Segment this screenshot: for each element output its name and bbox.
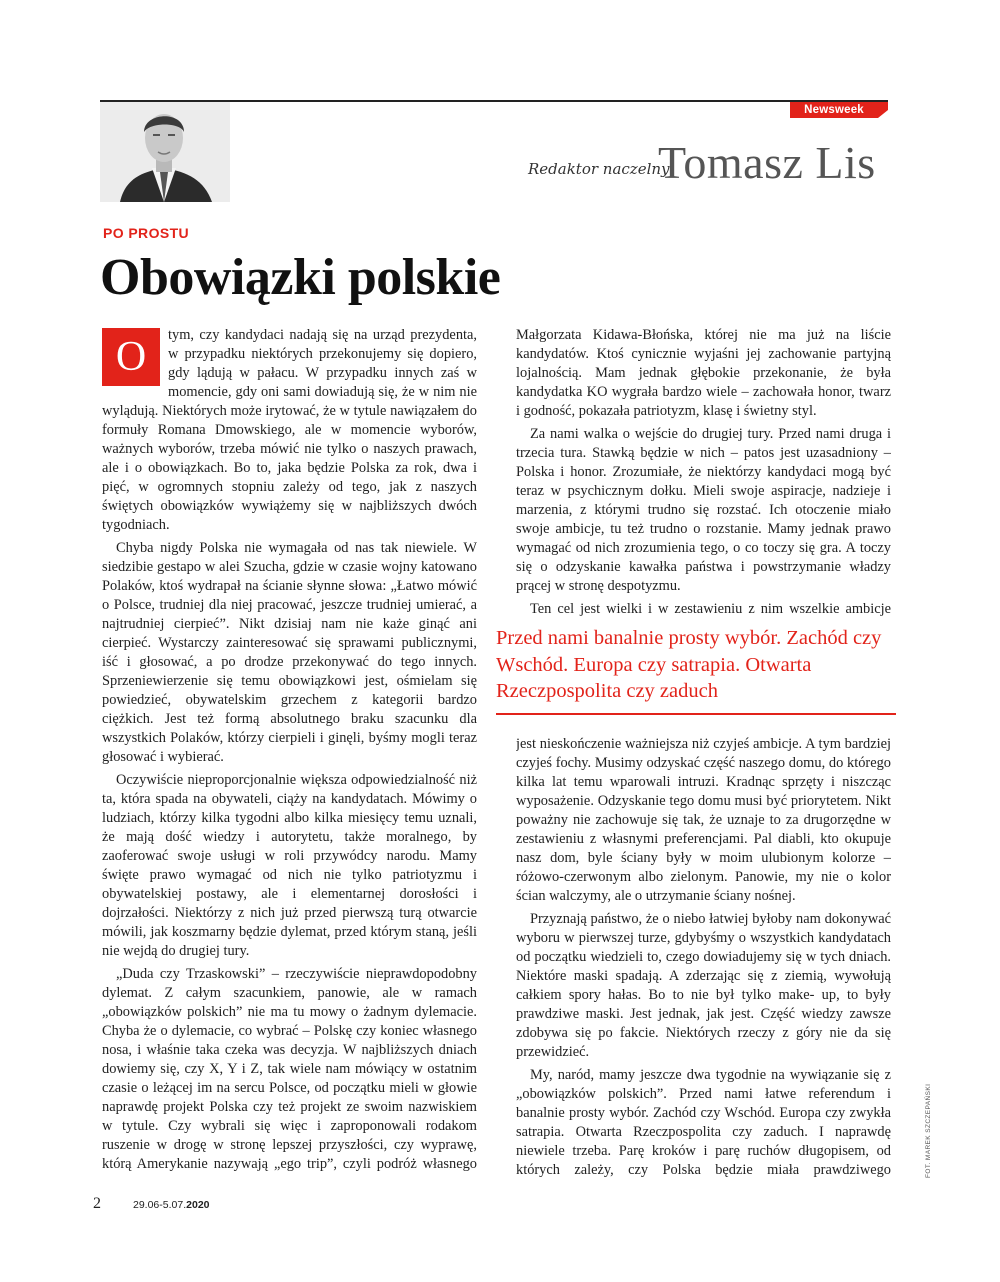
article-title: Obowiązki polskie	[100, 249, 501, 306]
drop-cap: O	[102, 328, 160, 386]
editor-portrait	[100, 102, 230, 202]
paragraph: Chyba nigdy Polska nie wymagała od nas tak niewiele. W siedzibie gestapo w alei Szucha, gdzie w czasie wojny katowano Polaków, ktoś wydrapał na ścianie słynne słowa: „Łatwo mówić o Polsce, trudniej dla niej pracować, jeszcze trudniej umierać, a najtrudniej cierpieć”. Nikt dzisiaj nam nie każe ginąć ani cierpieć. Wystarczy zainteresować się sprawami publicznymi, iść i głosować, a po drodze przekonywać do tego innych. Sprzeniewierzenie się temu obowiązkowi jest, ośmielam się powiedzieć, obywatelskim grzechem z kategorii bardzo ciężkich. Jest też formą absolutnego braku szacunku dla wszystkich Polaków, którzy cierpieli i ginęli, byśmy mogli teraz głosować i wybierać.	[102, 540, 477, 765]
paragraph	[516, 1066, 891, 1180]
issue-dates: 29.06-5.07.	[133, 1199, 187, 1211]
article-column-right-bottom	[516, 735, 891, 1180]
editor-role: Redaktor naczelny	[528, 160, 670, 178]
photo-credit: FOT. MAREK SZCZEPAŃSKI	[925, 1083, 932, 1178]
paragraph: jest nieskończenie ważniejsza niż czyjeś ambicje. A tym bardziej czyjeś fochy. Musimy odzyskać część naszego domu, do którego kilka lat temu wparowali intruzi. Kradnąc sprzęty i niszcząc wyposażenie. Odzyskanie tego domu musi być priorytetem. Nikt poważny nie zachowuje się tak, że uznaje to za drugorzędne w zestawieniu z własnymi preferencjami. Pal diabli, kto okupuje nasz dom, byle ściany były w moim ulubionym kolorze – różowo-czerwonym albo zielonym. Panowie, my nie o kolor ścian walczymy, ale o utrzymanie ściany nośnej.	[516, 736, 891, 904]
editor-portrait-drawing	[100, 102, 230, 202]
editor-name: Tomasz Lis	[658, 137, 876, 188]
paragraph: „Duda czy Trzaskowski” – rzeczywiście nieprawdopodobny dylemat. Z całym szacunkiem, panowie, ale w ramach „obowiązków polskich” nie ma tu mowy o żadnym dylemacie. Chyba że o dylemacie, co wybrać – Polskę czy koniec własnego nosa, i właśnie taka czeka was decyzja. W najbliższych dniach dowiemy się, czy X, Y i Z, tak wiele nam mówiący w ostatnim czasie o leżącej im na sercu Polsce, od początku mieli w głowie naprawdę projekt Polska czy też projekt ze swoim nazwiskiem w tytule. Czy wybrali się więc i zaproponowali rodakom ruszenie w drogę w stronę lepszej przyszłości, czy wyprawę, którą Amerykanie nazywają „ego trip”, czyli podróż własnego	[102, 966, 477, 1172]
paragraph-text: My, naród, mamy jeszcze dwa tygodnie na wywiązanie się z „obowiązków polskich”. Przed nami łatwe referendum i banalnie prosty wybór. Zachód czy Wschód. Europa czy zwykła satrapia. Otwarta Rzeczpospolita czy zaduch. I naprawdę niewiele trzeba. Parę kroków i parę ruchów długopisem, od których zależy, czy Polska będzie miała prawdziwego	[516, 1067, 891, 1178]
paragraph-text: tym, czy kandydaci nadają się na urząd prezydenta, w przypadku niektórych przekonujemy się dopiero, gdy lądują w pałacu. W przypadku innych zaś w momencie, gdy oni sami dowiadują się, że w nim nie wylądują. Niektórych może irytować, że w tytule nawiązałem do formuły Romana Dmowskiego, ale w momencie wyborów, ważnych wyborów, trzeba mówić nie tylko o naszych prawach, ale i o obowiązkach. Bo to, jaka będzie Polska za rok, dwa i pięć, w ogromnych stopniu zależy od tego, jak z naszych świętych obowiązków wywiążemy się w najbliższych dwóch tygodniach.	[102, 327, 477, 533]
article-column-left	[102, 326, 477, 1176]
paragraph: Przyznają państwo, że o niebo łatwiej byłoby nam dokonywać wyboru w pierwszej turze, gdybyśmy o wszystkich kandydatach od początku wiedzieli to, czego dowiadujemy się w tych dniach. Niektóre maski spadają. A zderzając się z ziemią, wywołują całkiem spory hałas. Bo to nie był tylko make- up, to były prawdziwe maski. Jest jednak, jak jest. Część wiedzy zawsze zdobywa się po fakcie. Niektórych rzeczy z góry nie da się przewidzieć.	[516, 911, 891, 1060]
pull-quote: Przed nami banalnie prosty wybór. Zachód czy Wschód. Europa czy satrapia. Otwarta Rzeczpospolita czy zaduch	[496, 625, 896, 715]
paragraph: Małgorzata Kidawa-Błońska, której nie ma już na liście kandydatów. Ktoś cynicznie wyjaśni jej zachowanie partyjną lojalnością. Mam jednak głębokie przekonanie, że była kandydatka KO wygrała bardzo wiele – zachowała honor, twarz i godność, pokazała patriotyzm, klasę i świetny styl.	[516, 327, 891, 419]
page-number: 2	[93, 1195, 101, 1212]
issue-date	[133, 1199, 210, 1211]
issue-year: 2020	[186, 1199, 210, 1211]
newsweek-badge: Newsweek	[790, 102, 878, 118]
paragraph: Za nami walka o wejście do drugiej tury. Przed nami druga i trzecia tura. Stawką będzie w nich – patos jest uzasadniony – Polska i honor. Zrozumiałe, że niektórzy kandydaci mogą być teraz w psychicznym dołku. Mieli swoje aspiracje, nadzieje i marzenia, z którymi trudno się rozstać. Ich otoczenie miało swoje ambicje, tu też trudno o rozstanie. Mamy jednak prawo wymagać od nich zrozumienia tego, o co toczy się gra. A toczy się o odzyskanie kawałka państwa i powstrzymanie władzy prącej w stronę despotyzmu.	[516, 426, 891, 594]
paragraph: Oczywiście nieproporcjonalnie większa odpowiedzialność niż ta, która spada na obywateli, ciąży na kandydatach. Mówimy o ludziach, którzy kilka tygodni albo kilka miesięcy temu uznali, że mają dość wiedzy i autorytetu, także moralnego, by zaoferować swoje usługi w roli przywódcy narodu. Mamy święte prawo wymagać od nich nie tylko patriotyzmu i obywatelskiej postawy, ale i elementarnej dorosłości i dojrzałości. Niektórzy z nich już przed pierwszą turą otwarcie mówili, jak koszmarny będzie dylemat, przed którym staną, jeśli nie wejdą do drugiej tury.	[102, 772, 477, 959]
article-column-right-top	[516, 326, 891, 616]
paragraph	[102, 326, 477, 535]
section-label: PO PROSTU	[103, 225, 190, 241]
paragraph: Ten cel jest wielki i w zestawieniu z nim wszelkie ambicje	[530, 601, 891, 616]
